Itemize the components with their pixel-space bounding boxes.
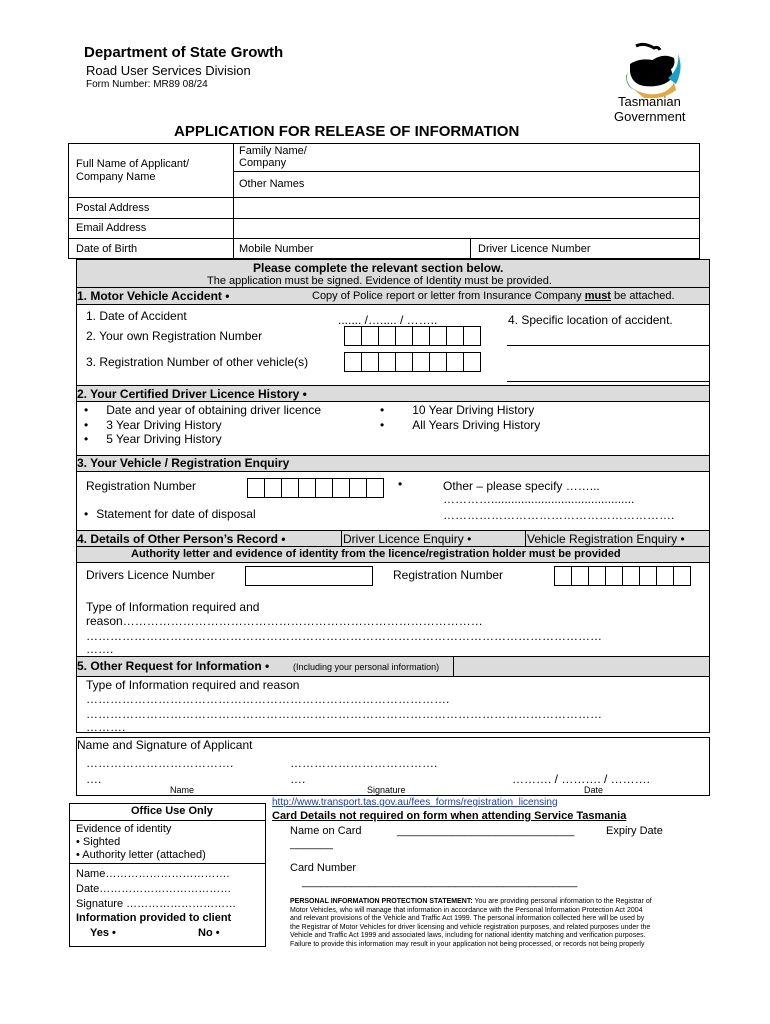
department-title: Department of State Growth xyxy=(84,44,284,61)
expiry-date-field[interactable]: _______ xyxy=(290,838,333,850)
s4-registration-boxes[interactable] xyxy=(555,566,691,586)
licence-date-option[interactable]: • Date and year of obtaining driver licence xyxy=(84,403,321,417)
form-number: Form Number: MR89 08/24 xyxy=(86,79,208,90)
s4-reason-line-1[interactable]: reason……………………………………………………………………………… xyxy=(86,614,483,628)
logo-line-2: Government xyxy=(614,109,686,124)
date-of-birth-label: Date of Birth xyxy=(76,243,138,255)
signature-caption: Signature xyxy=(367,785,406,795)
date-caption: Date xyxy=(584,785,604,795)
family-name-field[interactable] xyxy=(320,145,698,169)
disposal-option[interactable]: • Statement for date of disposal xyxy=(84,507,256,521)
accident-location-line-1[interactable] xyxy=(507,345,709,346)
date-of-accident-label: 1. Date of Accident xyxy=(86,309,187,323)
date-of-accident-field[interactable]: ....... /…..... / …….. xyxy=(338,313,438,327)
full-name-label: Full Name of Applicant/ Company Name xyxy=(76,158,190,183)
office-signature[interactable]: Signature ………………………… xyxy=(76,898,237,910)
instructions-subtext: The application must be signed. Evidence of Identity must be provided. xyxy=(207,275,552,287)
email-address-field[interactable] xyxy=(235,219,698,237)
all-years-option[interactable]: • All Years Driving History xyxy=(380,418,540,432)
other-names-field[interactable] xyxy=(320,174,698,195)
card-number-label: Card Number xyxy=(290,862,357,874)
ten-year-option[interactable]: • 10 Year Driving History xyxy=(380,403,534,417)
applicant-name-field-cont[interactable]: …. xyxy=(86,772,102,786)
logo-line-1: Tasmanian xyxy=(618,94,681,109)
section-1-title: 1. Motor Vehicle Accident • xyxy=(77,289,229,303)
section-4-checkbox[interactable] xyxy=(281,532,285,546)
postal-address-label: Postal Address xyxy=(76,202,150,214)
section-2-checkbox[interactable] xyxy=(303,387,307,401)
accident-location-line-2[interactable] xyxy=(507,381,709,382)
office-authority[interactable]: • Authority letter (attached) xyxy=(76,849,206,861)
office-use-title: Office Use Only xyxy=(131,805,213,817)
applicant-date-field[interactable]: ………. / ………. / ………. xyxy=(512,772,651,786)
applicant-name-field[interactable]: ………………………………. xyxy=(86,756,234,770)
three-year-option[interactable]: • 3 Year Driving History xyxy=(84,418,222,432)
name-on-card-label: Name on Card xyxy=(290,825,362,837)
section-4-title: 4. Details of Other Person’s Record • xyxy=(77,532,286,546)
applicant-signature-field-cont[interactable]: …. xyxy=(290,772,306,786)
own-registration-boxes[interactable] xyxy=(345,326,481,346)
card-number-field[interactable]: _____________________________________________ xyxy=(302,876,578,888)
division-name: Road User Services Division xyxy=(86,63,251,78)
section-5-title: 5. Other Request for Information • xyxy=(77,659,269,673)
s4-type-label: Type of Information required and xyxy=(86,600,260,614)
s4-reason-line-3[interactable]: ……. xyxy=(86,642,114,656)
section-2-title: 2. Your Certified Driver Licence History • xyxy=(77,387,307,401)
licence-enquiry-option[interactable]: Driver Licence Enquiry • xyxy=(343,532,471,546)
own-registration-label: 2. Your own Registration Number xyxy=(86,329,263,343)
postal-address-field[interactable] xyxy=(235,199,698,217)
five-year-option[interactable]: • 5 Year Driving History xyxy=(84,432,222,446)
s5-type-label: Type of Information required and reason xyxy=(86,678,300,692)
s3-registration-label: Registration Number xyxy=(86,479,197,493)
office-sighted[interactable]: • Sighted xyxy=(76,836,121,848)
other-specify-line-1[interactable]: …………........................................... xyxy=(443,492,635,506)
s3-registration-boxes[interactable] xyxy=(248,478,384,498)
privacy-statement: PERSONAL INFORMATION PROTECTION STATEMENT: You are providing personal information to the Registrar of Motor Vehicles, who will manage that information in accordance with the Personal Information Protection Act 2004 and relevant provisions of the Vehicle and Traffic Act 1999. The personal information collected here will be used by the Registrar of Motor Vehicles for driver licensing and vehicle registration purposes, and related purposes under the Vehicle and Traffic Act 1999 and associated laws, including for national identity matching and verification purposes. Failure to provide this information may result in your application not being processed, or records not being properly xyxy=(290,898,652,948)
email-address-label: Email Address xyxy=(76,222,147,234)
thylacine-emblem-icon xyxy=(614,42,714,98)
card-details-heading: Card Details not required on form when attending Service Tasmania xyxy=(272,810,627,822)
signature-heading: Name and Signature of Applicant xyxy=(77,738,253,752)
other-registration-label: 3. Registration Number of other vehicle(s) xyxy=(86,355,309,369)
section-5-checkbox[interactable] xyxy=(265,659,269,673)
drivers-licence-label: Drivers Licence Number xyxy=(86,568,215,582)
office-info-provided: Information provided to client xyxy=(76,912,232,924)
name-caption: Name xyxy=(170,785,195,795)
other-specify-line-2[interactable]: …………………………………………………. xyxy=(443,508,675,522)
accident-location-label: 4. Specific location of accident. xyxy=(508,313,673,327)
other-names-label: Other Names xyxy=(239,178,305,190)
authority-note: Authority letter and evidence of identity from the licence/registration holder must be provided xyxy=(131,548,621,560)
other-specify-label: Other – please specify ……... xyxy=(443,479,600,493)
name-on-card-field[interactable]: _____________________________ xyxy=(397,825,575,837)
s4-reason-line-2[interactable]: ………………………………………………………………………………………………………………… xyxy=(86,629,602,643)
s5-reason-line-2[interactable]: ………………………………………………………………………………………………………………… xyxy=(86,707,602,721)
applicant-signature-field[interactable]: ………………………………. xyxy=(290,756,438,770)
section-5-note: (Including your personal information) xyxy=(293,662,440,672)
tasmanian-government-logo xyxy=(614,42,714,124)
office-yes-option[interactable]: Yes • xyxy=(90,927,116,939)
driver-licence-number-label: Driver Licence Number xyxy=(478,243,591,255)
mobile-number-label: Mobile Number xyxy=(239,243,314,255)
section-1-checkbox[interactable] xyxy=(225,289,229,303)
other-checkbox[interactable] xyxy=(398,477,402,491)
office-name[interactable]: Name……………………………. xyxy=(76,868,230,880)
office-evidence: Evidence of identity xyxy=(76,823,172,835)
form-title: APPLICATION FOR RELEASE OF INFORMATION xyxy=(174,123,520,140)
drivers-licence-field[interactable] xyxy=(245,566,373,586)
section-1-note: Copy of Police report or letter from Insurance Company must be attached. xyxy=(312,290,675,302)
s5-reason-line-1[interactable]: ………………………………………………………………………………. xyxy=(86,692,450,706)
office-date[interactable]: Date……………………………… xyxy=(76,883,232,895)
office-no-option[interactable]: No • xyxy=(198,927,220,939)
instructions-heading: Please complete the relevant section below. xyxy=(253,261,504,275)
s4-registration-label: Registration Number xyxy=(393,568,504,582)
transport-link[interactable]: http://www.transport.tas.gov.au/fees_forms/registration_licensing xyxy=(272,797,558,808)
section-3-title: 3. Your Vehicle / Registration Enquiry xyxy=(77,456,290,470)
vehicle-enquiry-option[interactable]: Vehicle Registration Enquiry • xyxy=(527,532,685,546)
other-registration-boxes[interactable] xyxy=(345,352,481,372)
s5-reason-line-3[interactable]: ………. xyxy=(86,720,126,734)
expiry-date-label: Expiry Date xyxy=(606,825,663,837)
family-name-label: Family Name/ Company xyxy=(239,145,307,169)
